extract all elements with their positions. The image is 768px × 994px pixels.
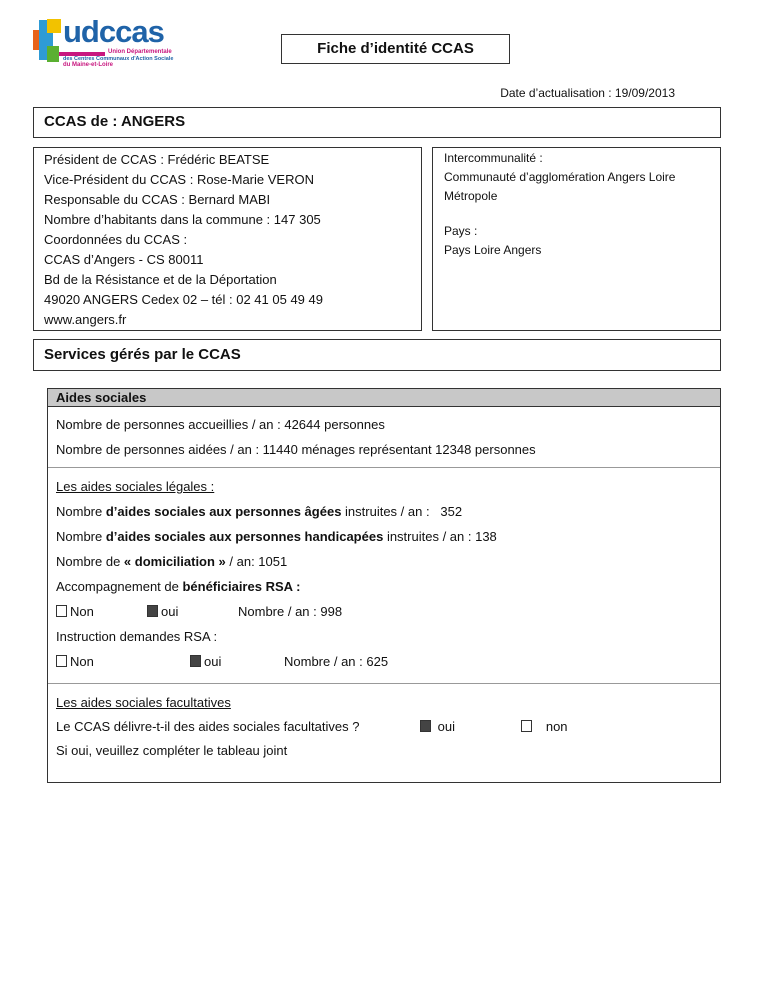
fac-oui-checkbox[interactable]: oui [420,715,455,739]
facultatives-note: Si oui, veuillez compléter le tableau joint [56,743,288,758]
rsa-non-checkbox[interactable]: Non [56,599,94,624]
section-header-label: Aides sociales [56,390,147,405]
address-line: CCAS d’Angers - CS 80011 [44,252,204,267]
vice-president: Vice-Président du CCAS : Rose-Marie VERON [44,172,314,187]
aidees: Nombre de personnes aidées / an : 11440 ménages représentant 12348 personnes [56,442,536,457]
rsa-count: Nombre / an : 998 [238,604,343,619]
ccas-heading-box [33,107,721,138]
habitants: Nombre d’habitants dans la commune : 147 305 [44,212,321,227]
section-header [48,389,720,407]
instr-oui-checkbox[interactable]: oui [190,649,221,674]
facultatives-question: Le CCAS délivre-t-il des aides sociales facultatives ? [56,719,360,734]
logo-subtitle: des Centres Communaux d'Action Sociale [63,56,174,62]
aides-personnes-handicapees: Nombre d’aides sociales aux personnes handicapées instruites / an : 138 [56,529,497,544]
domiciliation: Nombre de « domiciliation » / an: 1051 [56,554,288,569]
instr-count: Nombre / an : 625 [284,654,389,669]
interco-box [432,147,721,331]
page-title: Fiche d’identité CCAS [317,40,474,57]
rsa-accompagnement: Accompagnement de bénéficiaires RSA : [56,579,301,594]
ccas-heading: CCAS de : ANGERS [44,113,186,130]
legales-title: Les aides sociales légales : [56,479,215,494]
update-date: Date d’actualisation : 19/09/2013 [500,86,675,100]
coordonnees-label: Coordonnées du CCAS : [44,232,188,247]
aides-sociales-section [47,388,721,783]
aides-personnes-agees: Nombre d’aides sociales aux personnes âgées instruites / an : 352 [56,504,463,519]
accueillies: Nombre de personnes accueillies / an : 42644 personnes [56,417,385,432]
pays-value: Pays Loire Angers [444,243,542,257]
udccas-logo [33,14,193,68]
ccas-info-box [33,147,422,331]
services-heading-box [33,339,721,371]
website-link[interactable]: www.angers.fr [44,312,127,327]
responsable: Responsable du CCAS : Bernard MABI [44,192,271,207]
fac-non-checkbox[interactable]: non [521,715,568,739]
logo-subtitle: du Maine-et-Loire [63,62,114,68]
title-box [281,34,510,64]
interco-value: Communauté d’agglomération Angers Loire [444,170,676,184]
address-phone: 49020 ANGERS Cedex 02 – tél : 02 41 05 49 49 [44,292,323,307]
president: Président de CCAS : Frédéric BEATSE [44,152,270,167]
address-line: Bd de la Résistance et de la Déportation [44,272,277,287]
instr-non-checkbox[interactable]: Non [56,649,94,674]
pays-label: Pays : [444,224,478,238]
instruction-label: Instruction demandes RSA : [56,629,218,644]
services-heading: Services gérés par le CCAS [44,346,241,363]
interco-value: Métropole [444,189,498,203]
logo-text: udccas [63,14,164,49]
interco-label: Intercommunalité : [444,151,543,165]
facultatives-title: Les aides sociales facultatives [56,695,231,710]
logo-subtitle: Union Départementale [108,49,172,55]
rsa-oui-checkbox[interactable]: oui [147,599,178,624]
